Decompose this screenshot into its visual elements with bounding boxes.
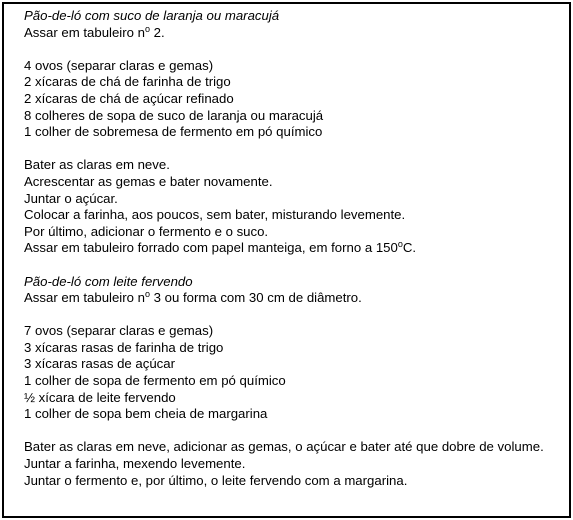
recipe1-ingredient: 1 colher de sobremesa de fermento em pó químico <box>24 124 323 140</box>
recipe2-title: Pão-de-ló com leite fervendo <box>24 273 193 289</box>
recipe1-step: Por último, adicionar o fermento e o suco. <box>24 223 269 239</box>
recipe1-step: Colocar a farinha, aos poucos, sem bater, misturando levemente. <box>24 207 406 223</box>
recipe2-ingredient: 7 ovos (separar claras e gemas) <box>24 323 214 339</box>
recipe2-ingredient: 3 xícaras rasas de açúcar <box>24 356 175 372</box>
recipe1-ingredient: 8 colheres de sopa de suco de laranja ou maracujá <box>24 107 324 123</box>
recipe2-oven-sup: o <box>144 289 150 300</box>
recipe1-oven-prefix: Assar em tabuleiro n <box>24 24 145 40</box>
recipe1-bake-sup: o <box>397 239 403 250</box>
recipe2-ingredient: ½ xícara de leite fervendo <box>24 389 176 405</box>
recipe-frame <box>2 2 571 518</box>
recipe1-title: Pão-de-ló com suco de laranja ou maracujá <box>24 8 280 23</box>
recipe2-oven-suffix: 3 ou forma com 30 cm de diâmetro. <box>149 290 362 306</box>
recipe2-ingredient: 1 colher de sopa bem cheia de margarina <box>24 406 268 422</box>
recipe1-oven-sup: o <box>144 23 150 34</box>
recipe-content <box>24 8 564 489</box>
recipe2-oven-prefix: Assar em tabuleiro n <box>24 290 145 306</box>
recipe1-oven-suffix: 2. <box>149 24 165 40</box>
recipe2-step: Juntar a farinha, mexendo levemente. <box>24 456 246 472</box>
recipe2-oven-line <box>24 290 564 307</box>
recipe2-ingredient: 1 colher de sopa de fermento em pó químico <box>24 373 286 389</box>
recipe2-step: Bater as claras em neve, adicionar as gemas, o açúcar e bater até que dobre de volume. <box>24 439 544 455</box>
recipe2-step: Juntar o fermento e, por último, o leite fervendo com a margarina. <box>24 472 408 488</box>
recipe1-ingredient: 4 ovos (separar claras e gemas) <box>24 57 214 73</box>
recipe1-step-bake <box>24 240 564 257</box>
recipe1-bake-suffix: C. <box>402 240 417 256</box>
recipe1-bake-prefix: Assar em tabuleiro forrado com papel manteiga, em forno a 150 <box>24 240 398 256</box>
recipe2-ingredient: 3 xícaras rasas de farinha de trigo <box>24 339 224 355</box>
recipe1-step: Acrescentar as gemas e bater novamente. <box>24 173 273 189</box>
recipe1-step: Bater as claras em neve. <box>24 157 170 173</box>
recipe1-ingredient: 2 xícaras de chá de açúcar refinado <box>24 90 234 106</box>
recipe1-ingredient: 2 xícaras de chá de farinha de trigo <box>24 74 231 90</box>
recipe1-step: Juntar o açúcar. <box>24 190 118 206</box>
recipe1-oven-line <box>24 25 564 42</box>
